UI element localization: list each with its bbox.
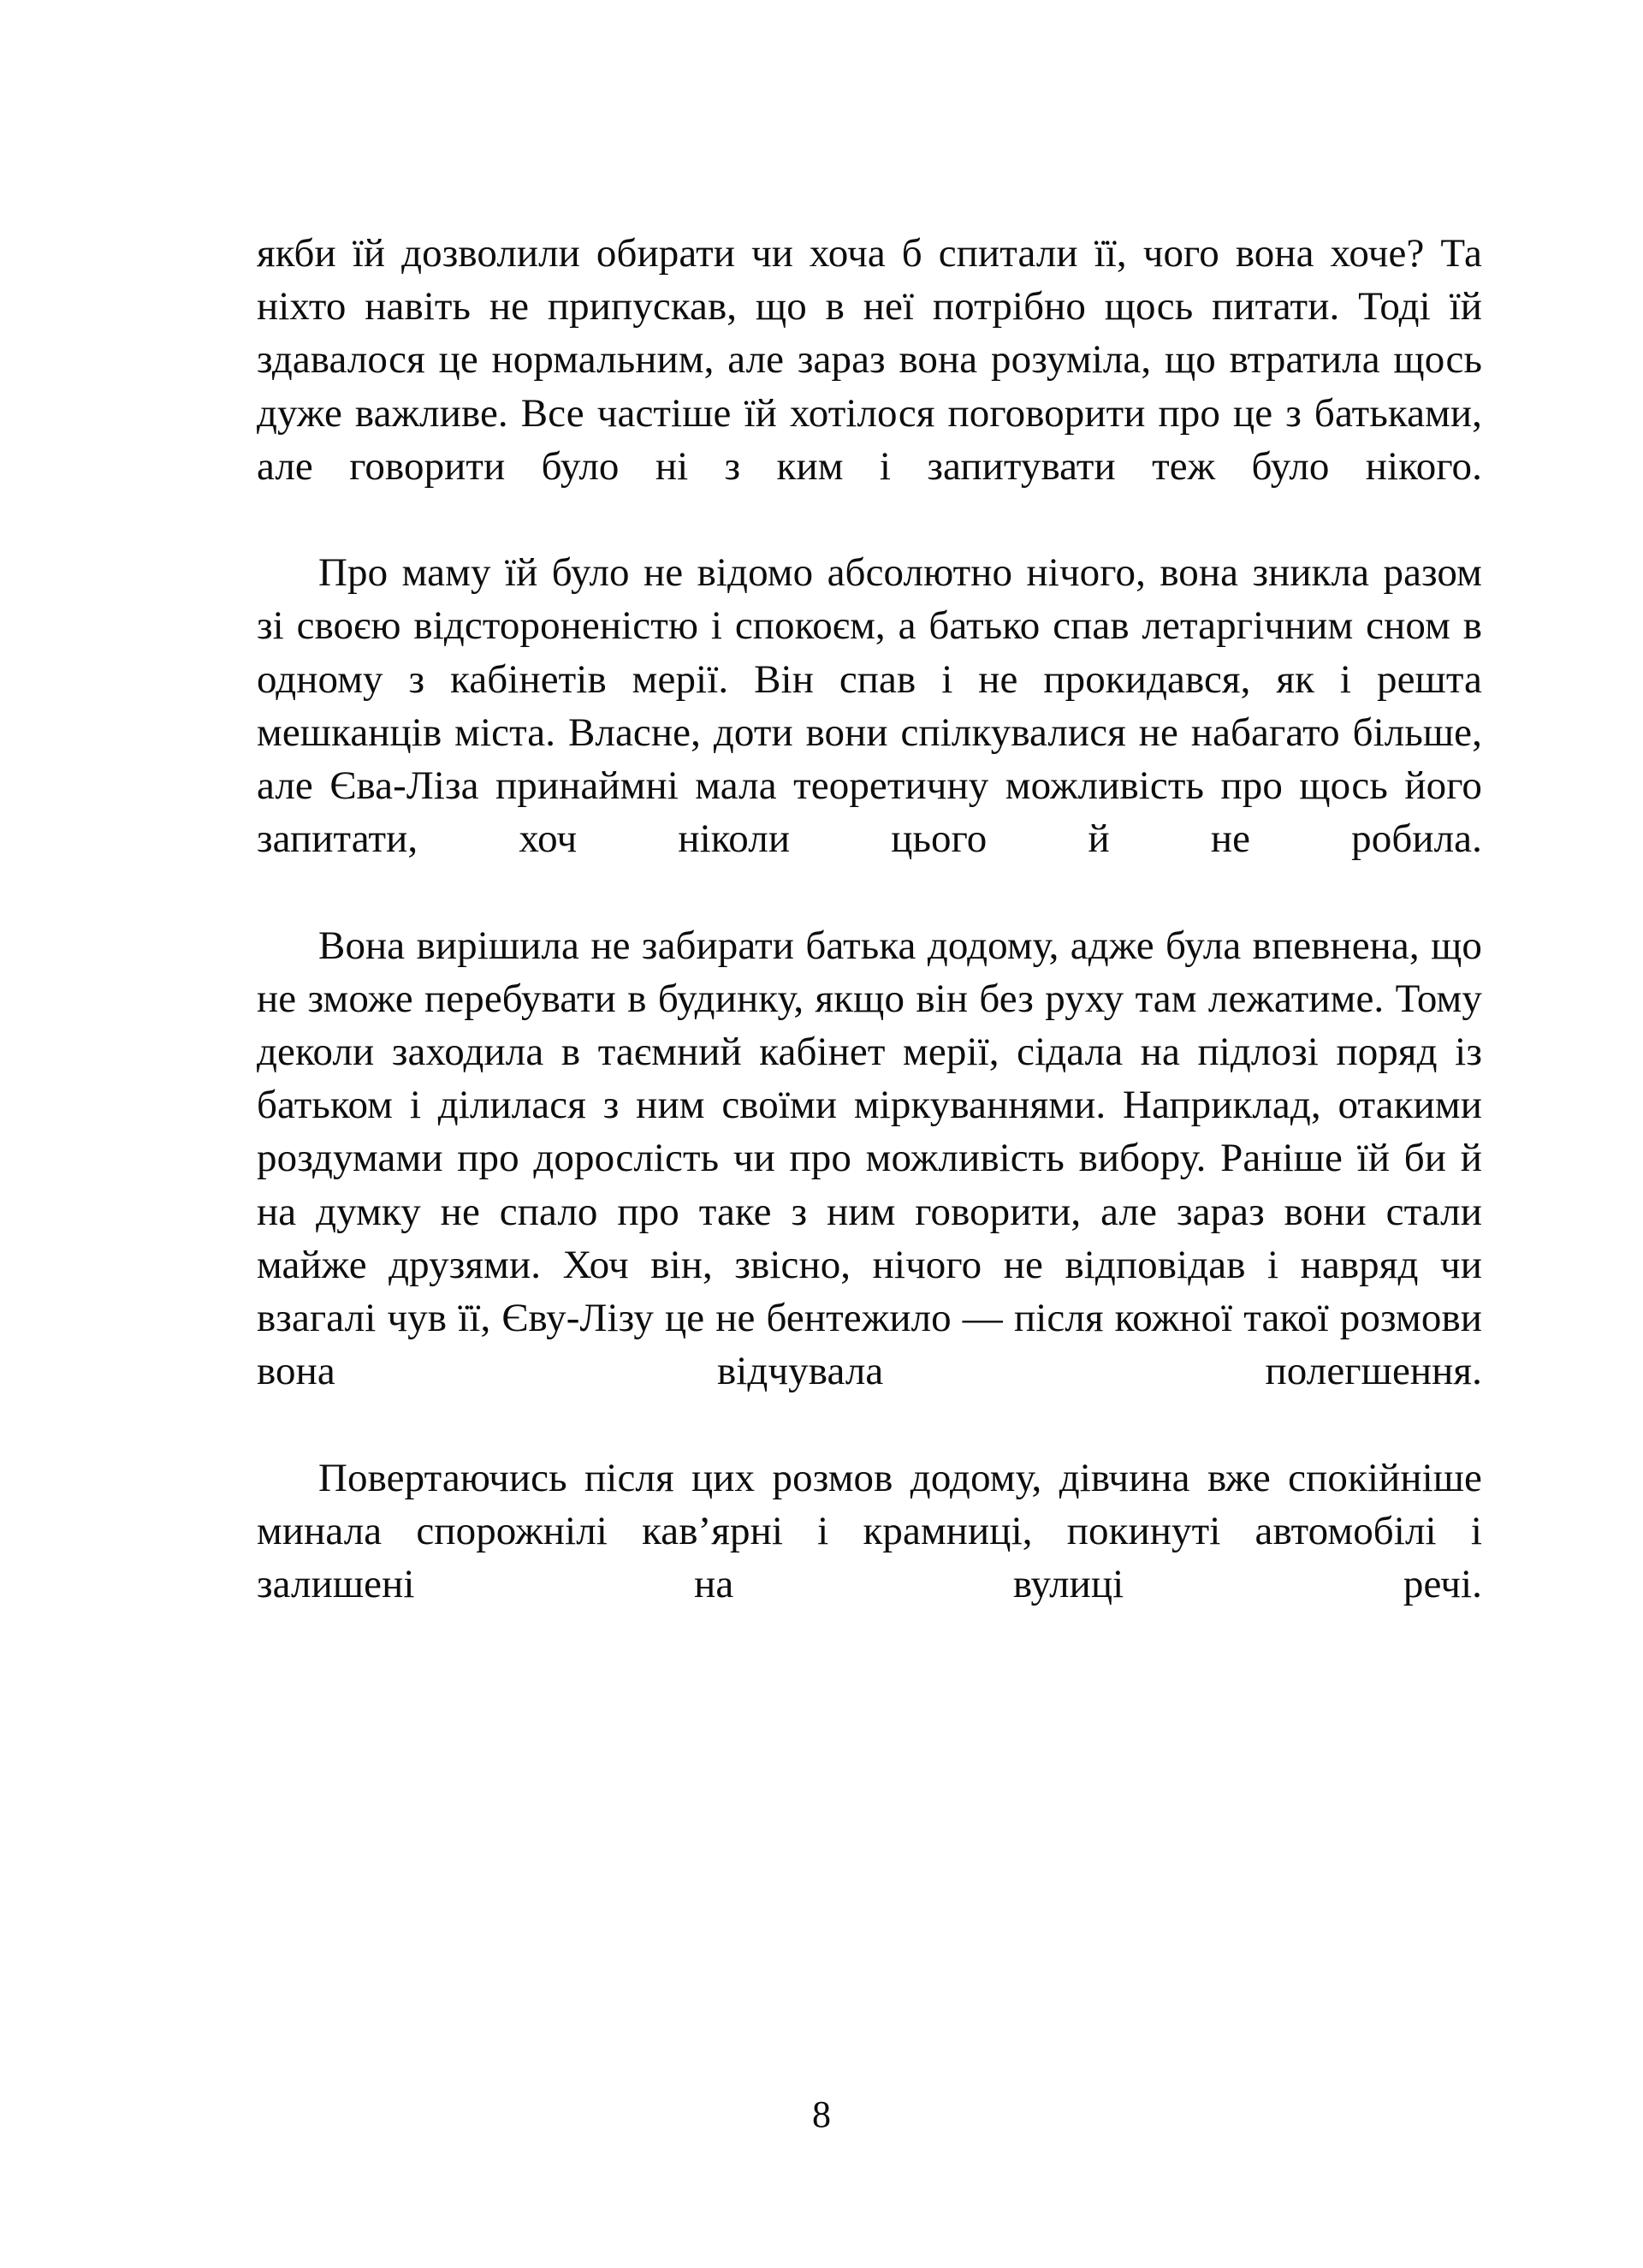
paragraph-2: Про маму їй було не відомо абсолютно нічого, вона зникла разом зі своєю відстороненістю і спокоєм, а батько спав летаргічним сном в одному з кабінетів мерії. Він спав і не прокидався, як і решта мешканців міста. Власне, доти вони спілкувалися не набагато більше, але Єва-Ліза принаймні мала теоретичну можливість про щось його запитати, хоч ніколи цього й не робила. xyxy=(257,550,1482,862)
paragraph-3: Вона вирішила не забирати батька додому, адже була впевнена, що не зможе перебувати в будинку, якщо він без руху там лежатиме. Тому деколи заходила в таємний кабінет мерії, сідала на підлозі поряд із батьком і ділилася з ним своїми міркуваннями. Наприклад, отакими роздумами про дорослість чи про можливість вибору. Раніше їй би й на думку не спало про таке з ним говорити, але зараз вони стали майже друзями. Хоч він, звісно, нічого не відповідав і навряд чи взагалі чув її, Єву-Лізу це не бентежило — після кожної такої розмови вона відчувала полегшення. xyxy=(257,923,1482,1394)
page-number: 8 xyxy=(812,2093,831,2135)
paragraph-4: Повертаючись після цих розмов додому, дівчина вже спокійніше минала спорожнілі кав’ярні і крамниці, покинуті автомобілі і залишені на вулиці речі. xyxy=(257,1455,1482,1607)
paragraph-1: якби їй дозволили обирати чи хоча б спитали її, чого вона хоче? Та ніхто навіть не припускав, що в неї потрібно щось питати. Тоді їй здавалося це нормальним, але зараз вона розуміла, що втратила щось дуже важливе. Все частіше їй хотілося поговорити про це з батьками, але говорити було ні з ким і запитувати теж було нікого. xyxy=(257,231,1482,489)
page-text-block xyxy=(257,227,1482,1664)
